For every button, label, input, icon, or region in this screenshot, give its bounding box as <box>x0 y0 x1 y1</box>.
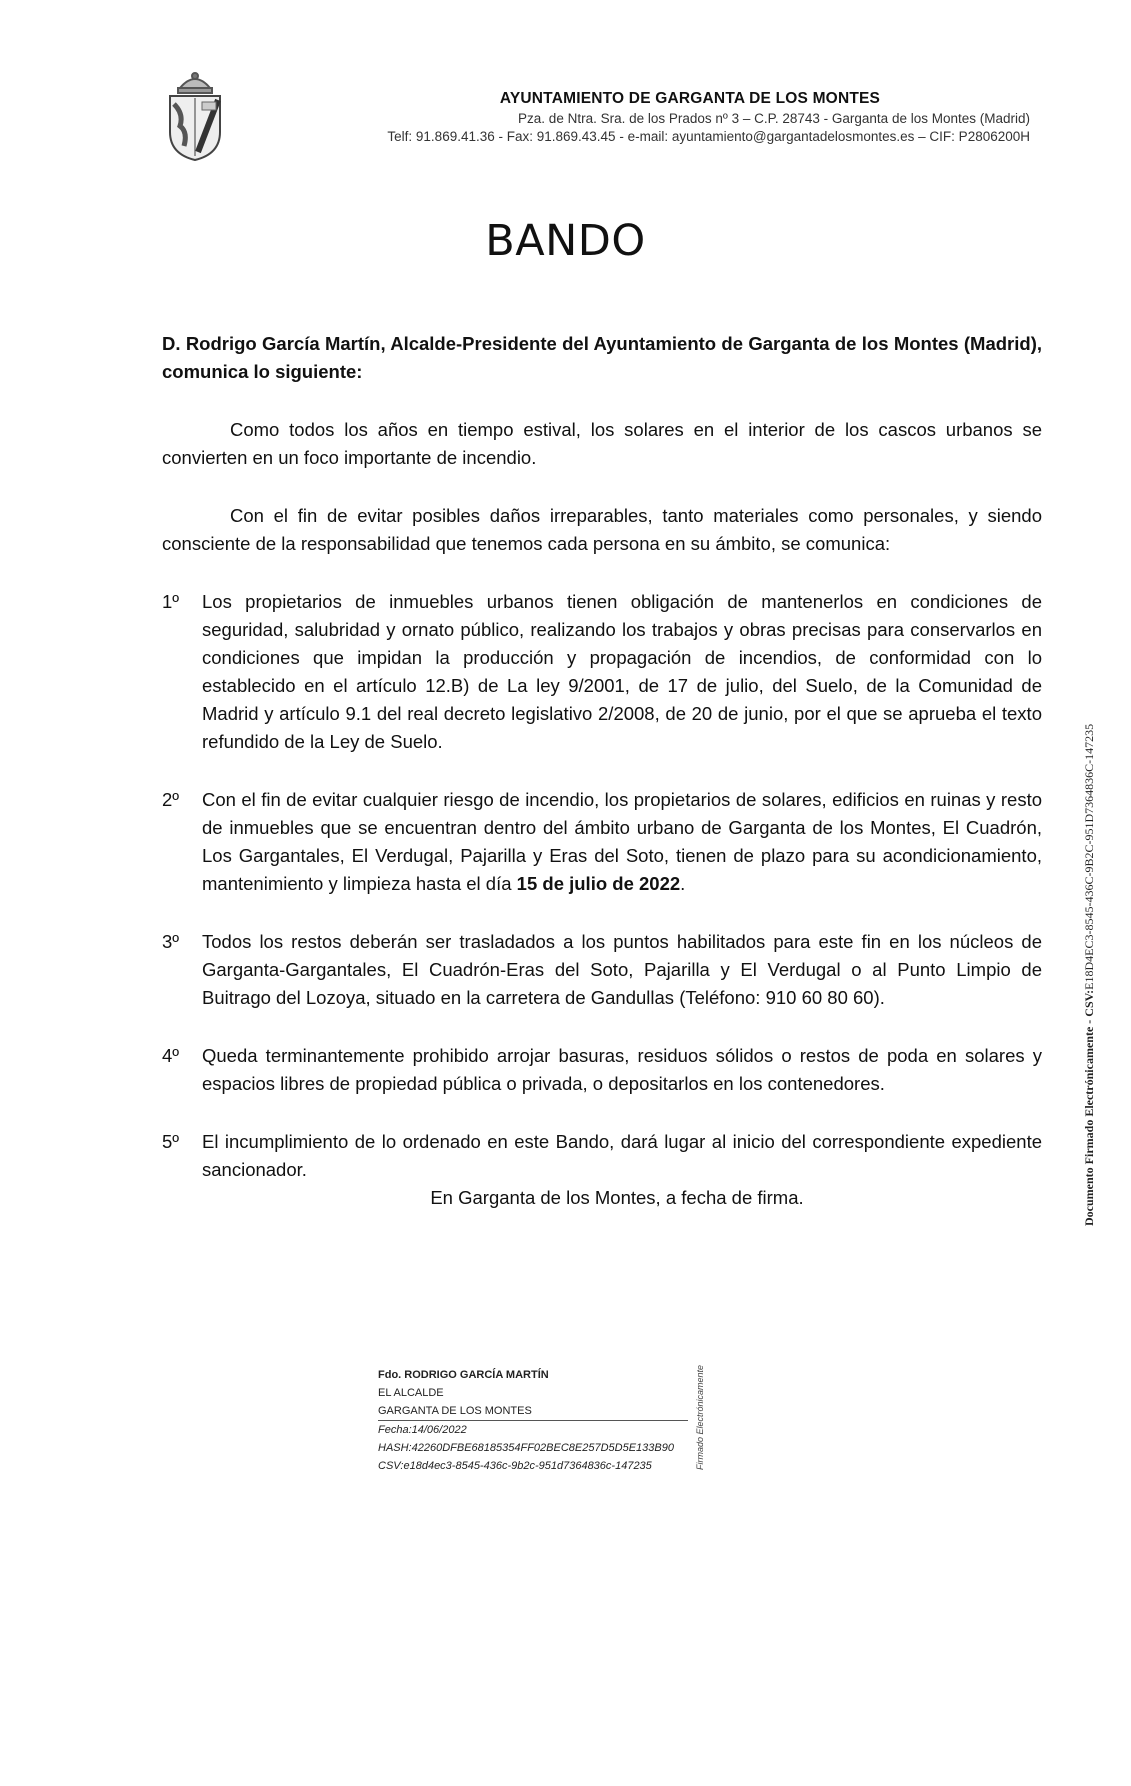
organization-name: AYUNTAMIENTO DE GARGANTA DE LOS MONTES <box>499 90 881 107</box>
body-paragraph: Con el fin de evitar posibles daños irreparables, tanto materiales como personales, y siendo consciente de la responsabilidad que tenemos cada persona en su ámbito, se comunica: <box>162 505 1042 554</box>
list-item <box>162 786 1042 898</box>
vertical-stamp-code: E18D4EC3-8545-436C-9B2C-951D7364836C-147235 <box>1082 723 1096 990</box>
list-item-number: 5º <box>162 1131 180 1152</box>
signature-date: Fecha:14/06/2022 <box>378 1424 467 1436</box>
signature-csv: CSV:e18d4ec3-8545-436c-9b2c-951d7364836c-147235 <box>378 1460 652 1472</box>
list-item-text-tail: . <box>680 873 686 894</box>
document-body <box>162 330 1042 1212</box>
list-item-number: 1º <box>162 591 180 612</box>
vertical-csv-stamp <box>1082 723 1102 1786</box>
signature-hash: HASH:42260DFBE68185354FF02BEC8E257D5D5E133B90 <box>378 1442 674 1454</box>
signer-entity: GARGANTA DE LOS MONTES <box>378 1402 688 1421</box>
list-item <box>162 928 1042 1012</box>
list-item <box>162 1042 1042 1098</box>
electronically-signed-label: Firmado Electrónicamente <box>695 1364 705 1470</box>
list-item-number: 3º <box>162 931 180 952</box>
signature-block <box>378 1366 718 1475</box>
list-item-number: 2º <box>162 789 180 810</box>
deadline-date: 15 de julio de 2022 <box>516 873 681 894</box>
signature-side-label <box>695 1364 715 1470</box>
vertical-stamp-text <box>1082 724 1097 1226</box>
list-item-text: El incumplimiento de lo ordenado en este Bando, dará lugar al inicio del correspondiente expediente sancionador. <box>202 1131 1042 1180</box>
list-item-text-main: Con el fin de evitar cualquier riesgo de incendio, los propietarios de solares, edificios en ruinas y resto de inmuebles que se encuentran dentro del ámbito urbano de Garganta de los Montes, El Cuadrón, Los Gargantales, El Verdugal, Pajarilla y Eras del Soto, tienen de plazo para su acondicionamiento, mantenimiento y limpieza hasta el día <box>202 789 1042 894</box>
signer-name: Fdo. RODRIGO GARCÍA MARTÍN <box>378 1369 549 1381</box>
organization-contact: Telf: 91.869.41.36 - Fax: 91.869.43.45 - e-mail: ayuntamiento@gargantadelosmontes.es – CIF: P2806200H <box>387 129 1030 144</box>
place-and-date: En Garganta de los Montes, a fecha de firma. <box>430 1187 804 1208</box>
municipal-crest-icon <box>162 66 228 162</box>
list-item <box>162 1128 1042 1184</box>
letterhead <box>240 90 1030 146</box>
list-item-text: Queda terminantemente prohibido arrojar basuras, residuos sólidos o restos de poda en solares y espacios libres de propiedad pública o privada, o depositarlos en los contenedores. <box>202 1045 1042 1094</box>
list-item-text: Todos los restos deberán ser trasladados a los puntos habilitados para este fin en los núcleos de Garganta-Gargantales, El Cuadrón-Eras del Soto, Pajarilla y El Verdugal o al Punto Limpio de Buitrago del Lozoya, situado en la carretera de Gandullas (Teléfono: 910 60 80 60). <box>202 931 1042 1008</box>
list-item-text <box>202 786 1042 898</box>
list-item-text: Los propietarios de inmuebles urbanos tienen obligación de mantenerlos en condiciones de seguridad, salubridad y ornato público, realizando los trabajos y obras precisas para conservarlos en condiciones que impidan la producción y propagación de incendios, de conformidad con lo establecido en el artículo 12.B) de La ley 9/2001, de 17 de julio, del Suelo, de la Comunidad de Madrid y artículo 9.1 del real decreto legislativo 2/2008, de 20 de junio, por el que se aprueba el texto refundido de la Ley de Suelo. <box>202 591 1042 752</box>
signer-role: EL ALCALDE <box>378 1387 444 1399</box>
body-paragraph: Como todos los años en tiempo estival, los solares en el interior de los cascos urbanos se convierten en un foco importante de incendio. <box>162 419 1042 468</box>
list-item-number: 4º <box>162 1045 180 1066</box>
organization-address: Pza. de Ntra. Sra. de los Prados nº 3 – C.P. 28743 - Garganta de los Montes (Madrid) <box>518 111 1030 126</box>
list-item <box>162 588 1042 756</box>
vertical-stamp-label: Documento Firmado Electrónicamente - CSV: <box>1082 989 1096 1226</box>
document-title: BANDO <box>485 216 646 266</box>
intro-paragraph: D. Rodrigo García Martín, Alcalde-Presidente del Ayuntamiento de Garganta de los Montes (Madrid), comunica lo siguiente: <box>162 333 1042 382</box>
